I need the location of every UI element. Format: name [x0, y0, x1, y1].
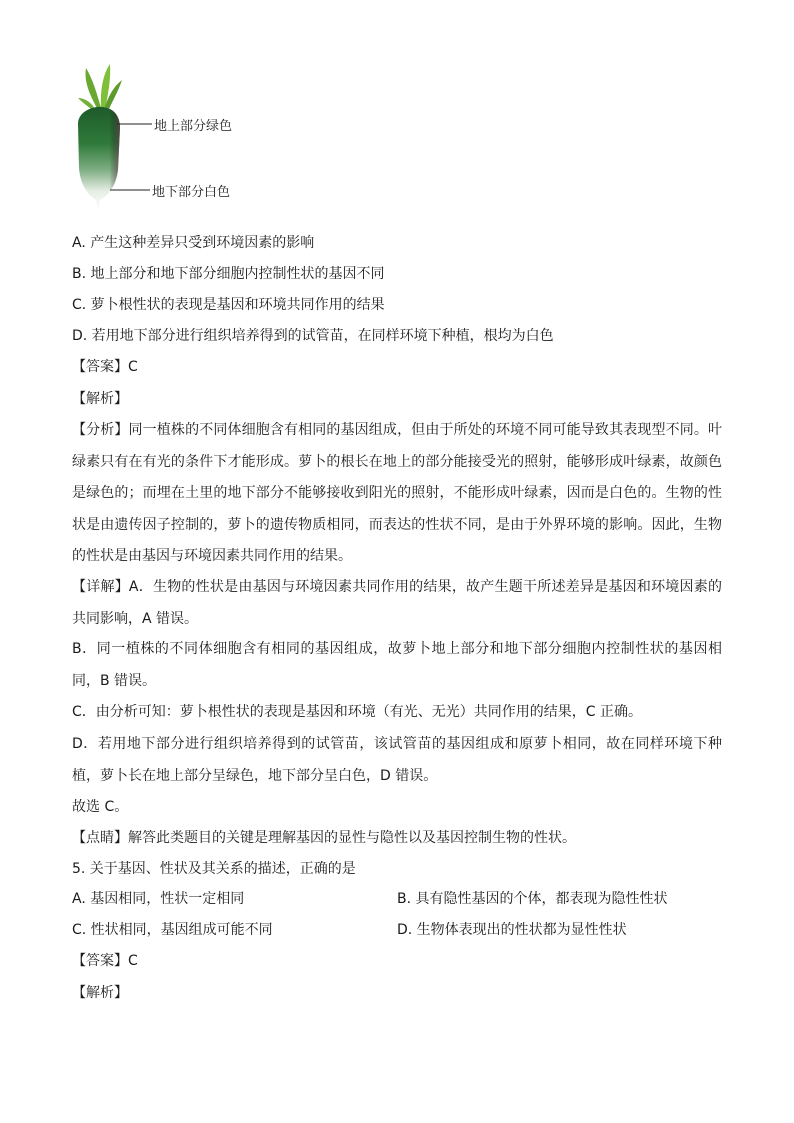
- q4-analysis-paragraph: 【分析】同一植株的不同体细胞含有相同的基因组成，但由于所处的环境不同可能导致其表现型不同。叶绿素只有在有光的条件下才能形成。萝卜的根长在地上的部分能接受光的照射，能够形成叶绿素，故颜色是绿色的；而埋在土里的地下部分不能够接收到阳光的照射，不能形成叶绿素，因而是白色的。生物的性状是由遗传因子控制的，萝卜的遗传物质相同，而表达的性状不同，是由于外界环境的影响。因此，生物的性状是由基因与环境因素共同作用的结果。: [72, 422, 722, 564]
- q4-conclusion: 故选 C。: [72, 799, 129, 815]
- q5-analysis-heading: 【解析】: [72, 985, 128, 1001]
- q4-analysis-heading: 【解析】: [72, 391, 128, 407]
- q4-option-a: A. 产生这种差异只受到环境因素的影响: [72, 235, 315, 251]
- figure-label-above-ground: 地上部分绿色: [154, 119, 233, 134]
- radish-figure: [70, 62, 260, 224]
- q5-stem: 5. 关于基因、性状及其关系的描述，正确的是: [72, 861, 356, 877]
- q4-detail-b: B．同一植株的不同体细胞含有相同的基因组成，故萝卜地上部分和地下部分细胞内控制性状的基因相同，B 错误。: [72, 641, 722, 689]
- q5-answer: 【答案】C: [72, 953, 138, 969]
- q4-option-c: C. 萝卜根性状的表现是基因和环境共同作用的结果: [72, 297, 385, 313]
- q4-option-b: B. 地上部分和地下部分细胞内控制性状的基因不同: [72, 266, 385, 282]
- q4-option-d: D. 若用地下部分进行组织培养得到的试管苗，在同样环境下种植，根均为白色: [72, 328, 554, 344]
- q5-option-b: B. 具有隐性基因的个体，都表现为隐性性状: [397, 891, 668, 907]
- q4-detail-d: D．若用地下部分进行组织培养得到的试管苗，该试管苗的基因组成和原萝卜相同，故在同样环境下种植，萝卜长在地上部分呈绿色，地下部分呈白色，D 错误。: [72, 736, 722, 784]
- q4-detail-c: C．由分析可知：萝卜根性状的表现是基因和环境（有光、无光）共同作用的结果，C 正确。: [72, 704, 642, 720]
- q5-option-c: C. 性状相同，基因组成可能不同: [72, 922, 273, 938]
- q4-comment: 【点睛】解答此类题目的关键是理解基因的显性与隐性以及基因控制生物的性状。: [72, 830, 576, 846]
- q5-option-d: D. 生物体表现出的性状都为显性性状: [397, 922, 627, 938]
- q4-answer: 【答案】C: [72, 359, 138, 375]
- q4-detail-a: 【详解】A．生物的性状是由基因与环境因素共同作用的结果，故产生题干所述差异是基因和环境因素的共同影响，A 错误。: [72, 579, 722, 627]
- figure-label-below-ground: 地下部分白色: [152, 185, 231, 200]
- q5-option-a: A. 基因相同，性状一定相同: [72, 891, 245, 907]
